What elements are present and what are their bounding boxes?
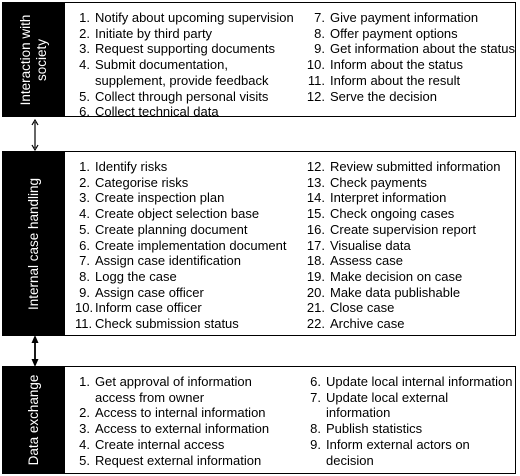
list-item	[75, 159, 287, 175]
list-item	[306, 222, 501, 238]
section-label-text: Internal case handling	[26, 177, 41, 310]
list-item	[75, 253, 287, 269]
item-number: 12.	[306, 159, 325, 174]
item-text: Notify about upcoming supervision	[95, 10, 294, 25]
list-item	[306, 421, 512, 437]
item-number: 9.	[310, 436, 321, 452]
double-arrow-connector-1	[31, 118, 39, 152]
list-item	[75, 104, 294, 120]
item-text: Create supervision report	[330, 221, 476, 237]
item-text: Create planning document	[95, 221, 248, 237]
item-number: 3.	[79, 421, 90, 437]
list-item	[75, 421, 269, 437]
right-column	[306, 10, 515, 104]
item-text: Categorise risks	[95, 174, 189, 190]
item-number: 11.	[75, 316, 93, 332]
section-label-text: Interaction with society	[18, 14, 49, 105]
list-item	[306, 41, 515, 57]
list-item	[306, 26, 515, 42]
item-text: Create implementation document	[95, 237, 287, 253]
list-item	[306, 175, 501, 191]
item-number: 18.	[306, 253, 325, 269]
list-item	[306, 238, 501, 254]
item-text: Get information about the status	[330, 41, 515, 57]
list-item	[306, 159, 501, 175]
list-item	[75, 26, 294, 42]
item-number: 5.	[79, 221, 90, 237]
right-column	[306, 159, 501, 332]
list-item	[306, 89, 515, 105]
item-text: Assess case	[330, 253, 403, 269]
item-text: Inform about the status	[330, 57, 463, 73]
item-text: Archive case	[330, 316, 405, 332]
item-number: 2.	[79, 25, 90, 41]
item-text: Offer payment options	[330, 25, 458, 41]
list-item	[75, 41, 294, 57]
item-number: 14.	[306, 190, 325, 206]
item-number: 2.	[79, 405, 90, 421]
item-number: 8.	[79, 268, 90, 284]
item-number: 11.	[307, 72, 325, 88]
item-number: 1.	[79, 159, 90, 174]
item-text: Submit documentation, supplement, provide feedback	[95, 57, 269, 88]
item-number: 10.	[75, 300, 94, 316]
item-text: Interpret information	[330, 190, 447, 206]
item-number: 3.	[79, 190, 90, 206]
item-number: 1.	[79, 10, 90, 25]
right-column	[306, 374, 512, 468]
item-number: 2.	[79, 174, 90, 190]
item-text: Create inspection plan	[95, 190, 225, 206]
list-item	[75, 374, 269, 405]
section-label	[3, 3, 65, 116]
item-text: Collect through personal visits	[95, 88, 269, 104]
double-arrow-connector-2	[31, 334, 39, 368]
list-item	[306, 57, 515, 73]
left-column	[75, 159, 287, 332]
item-text: Check payments	[330, 174, 427, 190]
item-text: Initiate by third party	[95, 25, 213, 41]
list-item	[306, 316, 501, 332]
item-number: 7.	[79, 253, 90, 269]
list-item	[75, 300, 287, 316]
list-item	[75, 316, 287, 332]
section-label	[3, 152, 65, 335]
list-item	[75, 222, 287, 238]
list-item	[306, 10, 515, 26]
item-number: 6.	[310, 374, 321, 389]
item-number: 22.	[306, 316, 325, 332]
list-item	[75, 206, 287, 222]
item-text: Make data publishable	[330, 284, 461, 300]
item-number: 12.	[306, 88, 325, 104]
list-item	[306, 374, 512, 390]
item-text: Inform case officer	[95, 300, 202, 316]
item-text: Close case	[330, 300, 395, 316]
item-number: 20.	[306, 284, 325, 300]
section-interaction-with-society	[2, 2, 516, 120]
list-item	[75, 238, 287, 254]
item-text: Logg the case	[95, 268, 177, 284]
item-text: Request external information	[95, 452, 262, 468]
item-number: 6.	[79, 237, 90, 253]
list-item	[75, 190, 287, 206]
item-text: Make decision on case	[330, 268, 463, 284]
item-text: Update local external information	[326, 389, 449, 421]
item-text: Assign case officer	[95, 284, 204, 300]
item-number: 16.	[306, 221, 325, 237]
list-item	[75, 285, 287, 301]
item-text: Give payment information	[330, 10, 479, 25]
list-item	[306, 437, 512, 468]
item-number: 21.	[306, 300, 325, 316]
section-label	[3, 367, 65, 473]
list-item	[75, 269, 287, 285]
item-number: 7.	[310, 389, 321, 405]
item-text: Assign case identification	[95, 253, 241, 269]
list-item	[75, 89, 294, 105]
item-text: Check ongoing cases	[330, 206, 455, 222]
item-number: 19.	[306, 268, 325, 284]
section-data-exchange	[2, 366, 516, 474]
item-text: Access to external information	[95, 421, 270, 437]
list-item	[75, 175, 287, 191]
list-item	[306, 300, 501, 316]
item-number: 4.	[79, 206, 90, 222]
item-text: Request supporting documents	[95, 41, 275, 57]
item-number: 8.	[310, 421, 321, 437]
item-number: 17.	[306, 237, 325, 253]
item-number: 6.	[79, 104, 90, 120]
item-text: Create internal access	[95, 436, 225, 452]
item-number: 9.	[314, 41, 325, 57]
item-number: 5.	[79, 88, 90, 104]
item-text: Inform external actors on decision	[326, 436, 470, 468]
left-column	[75, 10, 294, 120]
item-number: 8.	[314, 25, 325, 41]
item-text: Collect technical data	[95, 104, 219, 120]
list-item	[306, 269, 501, 285]
item-text: Publish statistics	[326, 421, 423, 437]
item-number: 1.	[79, 374, 90, 389]
list-item	[75, 57, 294, 88]
list-item	[75, 10, 294, 26]
item-number: 5.	[79, 452, 90, 468]
list-item	[306, 73, 515, 89]
item-text: Create object selection base	[95, 206, 260, 222]
list-item	[306, 253, 501, 269]
item-text: Check submission status	[95, 316, 239, 332]
section-label-text: Data exchange	[26, 374, 41, 466]
item-number: 7.	[314, 10, 325, 25]
list-item	[75, 453, 269, 469]
list-item	[306, 390, 512, 421]
item-number: 4.	[79, 436, 90, 452]
left-column	[75, 374, 269, 468]
item-text: Visualise data	[330, 237, 411, 253]
item-text: Inform about the result	[330, 72, 461, 88]
item-number: 10.	[306, 57, 325, 73]
item-text: Update local internal information	[326, 374, 513, 389]
item-number: 9.	[79, 284, 90, 300]
list-item	[306, 285, 501, 301]
item-number: 15.	[306, 206, 325, 222]
list-item	[75, 405, 269, 421]
item-text: Identify risks	[95, 159, 168, 174]
list-item	[306, 190, 501, 206]
item-text: Get approval of information access from owner	[95, 374, 252, 405]
section-internal-case-handling	[2, 151, 516, 336]
item-text: Access to internal information	[95, 405, 266, 421]
list-item	[306, 206, 501, 222]
item-number: 4.	[79, 57, 90, 73]
item-number: 3.	[79, 41, 90, 57]
item-text: Review submitted information	[330, 159, 501, 174]
list-item	[75, 437, 269, 453]
item-text: Serve the decision	[330, 88, 437, 104]
item-number: 13.	[306, 174, 325, 190]
